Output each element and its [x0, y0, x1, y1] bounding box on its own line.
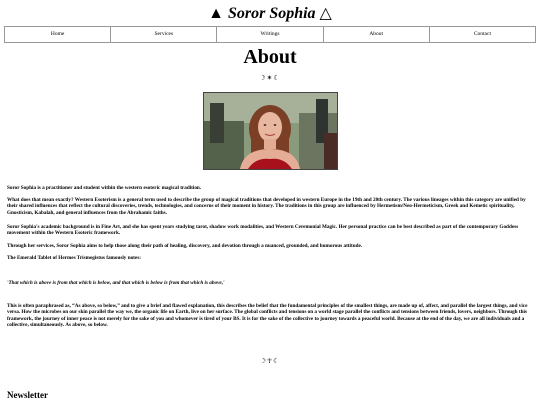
nav-home[interactable]: Home [5, 27, 111, 42]
newsletter-heading: Newsletter [7, 390, 48, 400]
portrait-image [204, 93, 337, 169]
nav-about[interactable]: About [324, 27, 430, 42]
intro-paragraph: Soror Sophia is a practitioner and student within the western esoteric magical tradition. [7, 185, 202, 191]
nav-contact[interactable]: Contact [473, 31, 491, 37]
explanation-paragraph: This is often paraphrased as, “As above, so below,” and to give a brief and flawed explanation, this describes the belief that the fundamental principles of the smallest things, are made up of, affect, and parallel the largest things, and vice versa. How the microbes on our skin parallel the way we, the organic life on Earth, live on her surface. The global conflicts and tensions on a world stage parallel the conflicts and tensions between friends, lovers, neighbors. Through this framework, the journey of inner peace is not merely for the sake of you and whomever is tired of your BS. It is for the sake of the collective to journey towards a peaceful world. Because at the end of the day, we are all individuals and a collective, simultaneously. As above, so below. [7, 303, 528, 328]
services-paragraph: Through her services, Soror Sophia aims to help those along their path of healing, discovery, and devotion through a nuanced, grounded, and humorous attitude. [7, 243, 363, 249]
tablet-intro-paragraph: The Emerald Tablet of Hermes Trismegistus famously notes: [7, 255, 141, 261]
emerald-tablet-quote: 'That which is above is from that which is below, and that which is below is from that which is above,' [7, 280, 225, 286]
site-title: ▲ Soror Sophia △ [208, 5, 332, 22]
moon-ankh-divider: ☽☥☾ [259, 357, 281, 365]
nav-writings[interactable]: Writings [217, 27, 323, 42]
background-paragraph: Soror Sophia's academic background is in Fine Art, and she has spent years studying tarot, shadow work modalities, and Western Ceremonial Magic. Her personal practice can be best described as part of the contemporary Goddess movement within the Western Esoteric framework. [7, 224, 519, 237]
main-nav [4, 26, 536, 43]
moon-star-divider: ☽✶☾ [259, 74, 281, 82]
esotericism-paragraph: What does that mean exactly? Western Esoterism is a general term used to describe the group of magical traditions that developed in western Europe in the 19th and 20th century. The various lineages within this category are unified by their shared influences that reflect the cultural discoveries, trends, technologies, and concerns of their moment in history. The traditions in this group are influenced by Hermetism/Neo-Hermeticism, Greek and Kemetic spirituality, Gnosticism, Kabalah, and general influences from the Abrahamic faiths. [7, 197, 526, 216]
page-title: About [243, 46, 297, 68]
profile-photo [203, 92, 338, 170]
nav-services[interactable]: Services [111, 27, 217, 42]
